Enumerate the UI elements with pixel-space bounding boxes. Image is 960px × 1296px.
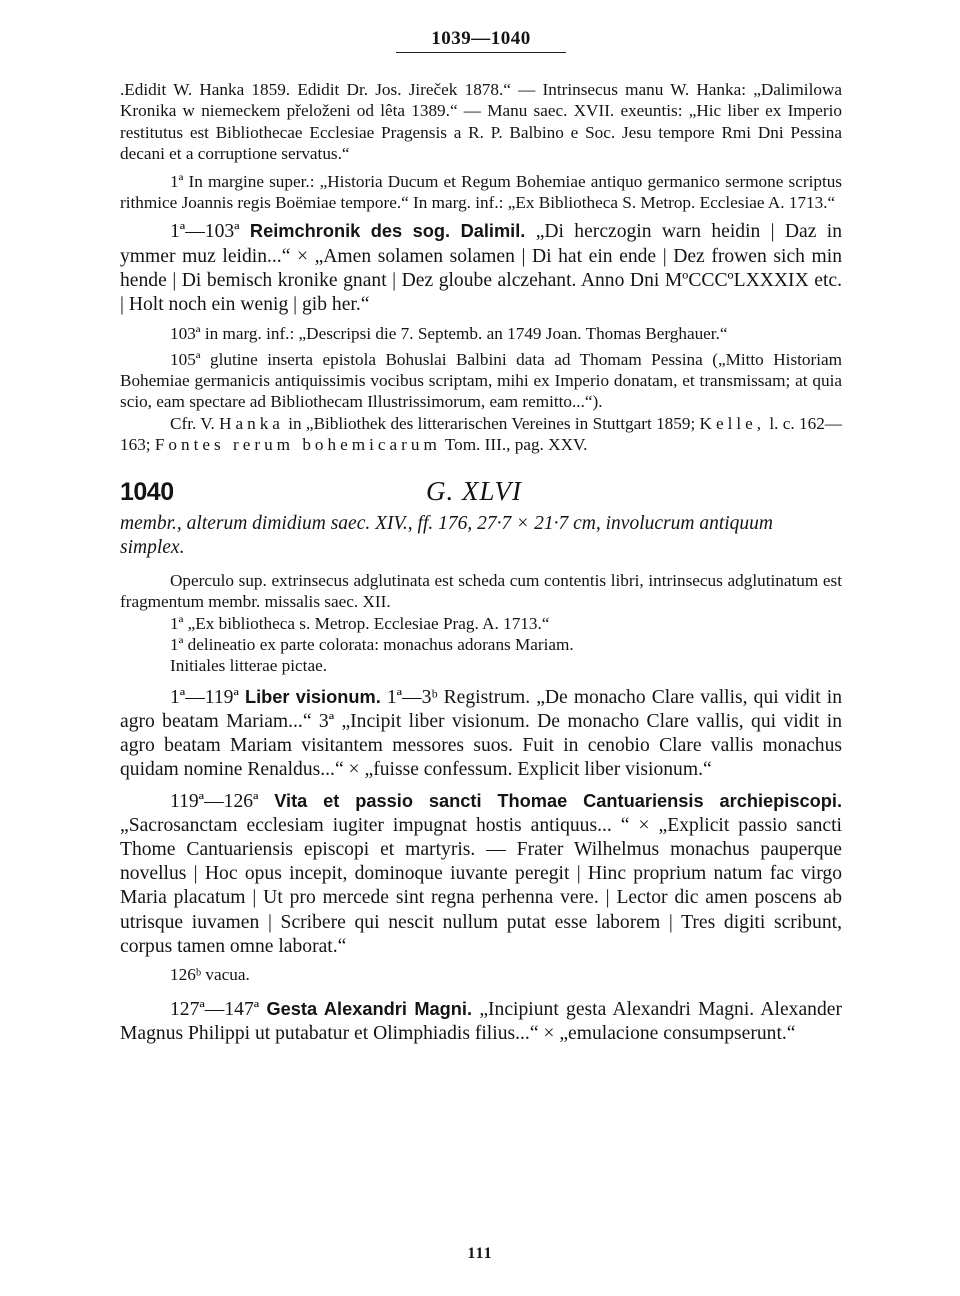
section-vita-thomae xyxy=(120,789,842,959)
folio-range: 126ᵇ xyxy=(170,964,202,984)
literature-paragraph: Cfr. V. Hanka in „Bibliothek des litterarischen Vereines in Stuttgart 1859; Kelle, l. c. 162—163; Fontes rerum bohemicarum Tom. III., pag. XXV. xyxy=(120,413,842,455)
continuation-paragraph-4: 103ª in marg. inf.: „Descripsi die 7. Septemb. an 1749 Joan. Thomas Berghauer.“ xyxy=(170,324,728,344)
section-text: vacua. xyxy=(201,964,250,984)
work-title: Reimchronik des sog. Dalimil. xyxy=(249,221,526,242)
fontes-title: Fontes rerum bohemicarum xyxy=(154,435,441,455)
section-text: 1ª—3ᵇ Registrum. „De monacho Clare vallis, qui vidit in agro beatam Mariam...“ 3ª „Incipit liber visionum. De monacho Clare vallis, qui vidit in agro beatam Mariam visitantem messores suos. Fuit in cenobio Clare vallis monachus quidam nomine Renaldus...“ × „fuisse confessum. Explicit liber visionum.“ xyxy=(120,686,842,781)
author-hanka: Hanka xyxy=(219,413,284,433)
entry-notes xyxy=(120,570,842,677)
continuation-paragraph-1: .Edidit W. Hanka 1859. Edidit Dr. Jos. Jireček 1878.“ — Intrinsecus manu W. Hanka: „Dalimilowa Kronika w niemeckem přeloženi od lêta 1389.“ — Manu saec. XVII. exeuntis: „Hic liber ex Imperio restitutus est Bibliothecae Ecclesiae Pragensis a R. P. Balbino e Soc. Jesu tempore Rmi Dni Pessina decani et a corruptione servatus.“ xyxy=(120,80,842,164)
entry-signature: G. XLVI xyxy=(426,475,522,506)
work-title: Liber visionum. xyxy=(244,686,381,707)
continuation-block xyxy=(120,79,842,456)
section-text: „Incipiunt gesta Alexandri Magni. Alexander Magnus Philippi ut putabatur et Olimphiadis filius...“ × „emulacione consumpserunt.“ xyxy=(120,999,842,1045)
section-text: „Sacrosanctam ecclesiam iugiter impugnat hostis antiquus... “ × „Explicit passio sancti Thome Cantuariensis episcopi et martyris. — Frater Wilhelmus monachus pauperque novellus | Hoc opus incepit, dominoque iuvante peregit | Hinc proprium natum fac virgo Maria placatum | Ut pro mercede sint regna perhenna vere. | Lector dic amen poscens ab utrisque iuvamen | Scribere qui nescit nullum putat esse laborem | Tres digiti scribunt, corpus tamen omne laborat.“ xyxy=(120,814,842,957)
continuation-paragraph-2: 1ª In margine super.: „Historia Ducum et Regum Bohemiae antiquo germanico sermone scriptus rithmice Joannis regis Boëmiae tempore.“ In marg. inf.: „Ex Bibliotheca S. Metrop. Ecclesiae A. 1713.“ xyxy=(120,171,842,213)
page-content xyxy=(120,28,842,1047)
work-title: Vita et passio sancti Thomae Cantuariensis archiepiscopi. xyxy=(274,790,843,811)
author-kelle: Kelle, xyxy=(699,413,766,433)
entry-description: membr., alterum dimidium saec. XIV., ff. 176, 27·7 × 21·7 cm, involucrum antiquum simplex. xyxy=(120,512,773,558)
page-number: 111 xyxy=(467,1245,493,1262)
note-delineatio: 1ª delineatio ex parte colorata: monachus adorans Mariam. xyxy=(170,634,574,654)
incipit-explicit: „Di herczogin warn heidin | Daz in ymmer muz leidin...“ × „Amen solamen solamen | Di hat ein ende | Dez frowen sich min hende | Di bemisch kronike gnant | Dez gloube alczehant. Anno Dni MºCCCºLXXXIX etc. | Holt noch ein wenig | gib her.“ xyxy=(120,221,842,316)
column-header: 1039—1040 xyxy=(396,28,566,53)
work-title: Gesta Alexandri Magni. xyxy=(266,999,473,1020)
reimchronik-paragraph xyxy=(120,219,842,317)
entry-number: 1040 xyxy=(120,477,174,506)
folio-range: 1ª—119ª xyxy=(170,686,239,708)
section-vacua xyxy=(120,963,842,987)
section-gesta-alexandri xyxy=(120,997,842,1046)
folio-range: 127ª—147ª xyxy=(170,999,260,1021)
note-ex-libris: 1ª „Ex bibliotheca s. Metrop. Ecclesiae Prag. A. 1713.“ xyxy=(170,613,550,633)
continuation-paragraph-5: 105ª glutine inserta epistola Bohuslai Balbini data ad Thomam Pessina („Mitto Historiam Bohemiae germanicis antiquissimis vocibus scriptam, mihi ex Imperio donatam, et transmissam; at quia scio, eam spectare ad Bibliothecam Illustrissimorum, eam remitto...“). xyxy=(120,349,842,412)
note-initiales: Initiales litterae pictae. xyxy=(170,656,327,676)
folio-range: 119ª—126ª xyxy=(170,790,259,812)
note-operculum: Operculo sup. extrinsecus adglutinata est scheda cum contentis libri, intrinsecus adglutinatum est fragmentum membr. missalis saec. XII. xyxy=(120,570,842,612)
entry-sections xyxy=(120,685,842,1047)
entry-heading xyxy=(120,476,842,510)
folio-range: 1ª—103ª xyxy=(170,221,240,243)
section-liber-visionum xyxy=(120,685,842,783)
